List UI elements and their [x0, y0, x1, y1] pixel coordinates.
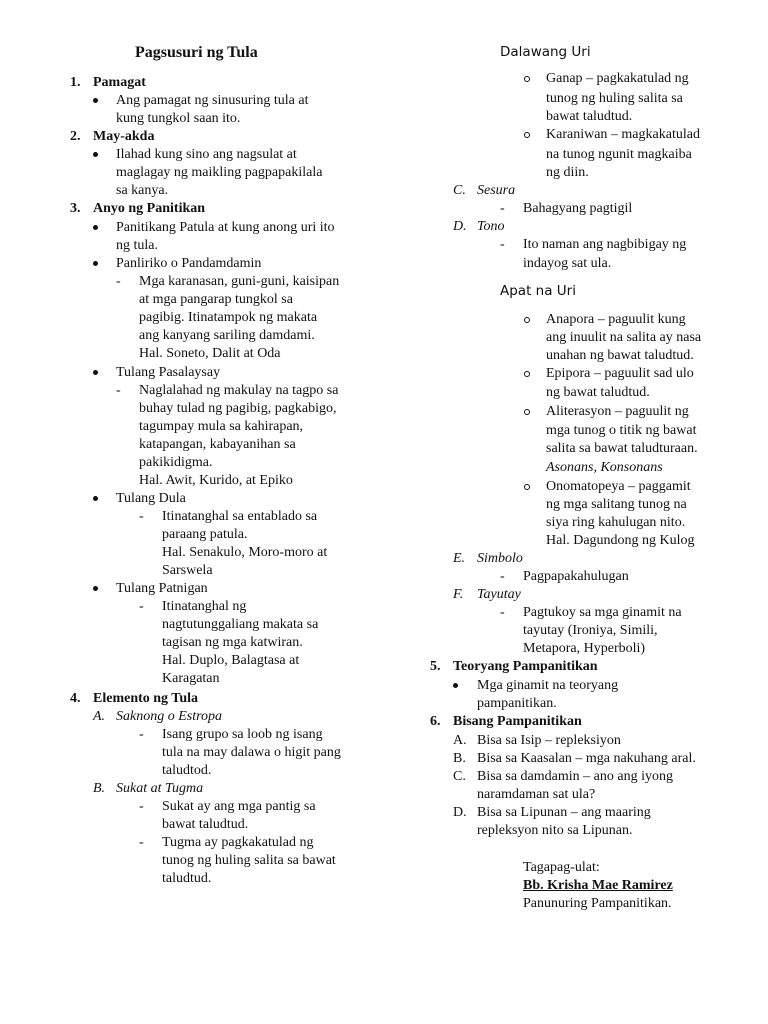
text-line: tunog ng huling salita sa bawat: [162, 853, 336, 868]
text-line: Ito naman ang nagbibigay ng: [523, 237, 687, 252]
text-line: na tunog ngunit magkaiba: [546, 147, 692, 162]
text-line: Hal. Senakulo, Moro-moro at: [162, 545, 328, 560]
circle-bullet-icon: [524, 371, 530, 377]
text-line: repleksyon nito sa Lipunan.: [477, 823, 633, 838]
text-line: Itinatanghal sa entablado sa: [162, 509, 318, 524]
text-line: ng bawat taludtud.: [546, 385, 650, 400]
text-line: Hal. Duplo, Balagtasa at: [162, 653, 300, 668]
text-line: Karaniwan – magkakatulad: [546, 127, 700, 142]
text-line: Bisa sa Kaasalan – mga nakuhang aral.: [477, 751, 696, 766]
bullet-icon: [93, 370, 98, 375]
text-line: Ganap – pagkakatulad ng: [546, 71, 689, 86]
text-line: pampanitikan.: [477, 696, 557, 711]
text-line: indayog sat ula.: [523, 256, 612, 271]
text-line: taludtod.: [162, 763, 212, 778]
text-line: bawat taludtud.: [546, 109, 633, 124]
text-line: tagisan ng mga katwiran.: [162, 635, 303, 650]
text-line: sa kanya.: [116, 183, 169, 198]
text-line: naramdaman sat ula?: [477, 787, 596, 802]
circle-bullet-icon: [524, 132, 530, 138]
text-line: Isang grupo sa loob ng isang: [162, 727, 323, 742]
sub-heading-sukat: Sukat at Tugma: [116, 781, 204, 796]
text-line: Tulang Patnigan: [116, 581, 208, 596]
text-line: bawat taludtud.: [162, 817, 249, 832]
text-line: Panliriko o Pandamdamin: [116, 256, 262, 271]
sub-heading-tono: Tono: [477, 219, 505, 234]
text-line: salita sa bawat taludturaan.: [546, 441, 698, 456]
text-line: Aliterasyon – paguulit ng: [546, 404, 689, 419]
circle-bullet-icon: [524, 409, 530, 415]
section-heading-anyo: Anyo ng Panitikan: [93, 201, 206, 216]
document-title: Pagsusuri ng Tula: [135, 44, 258, 61]
dash-marker: -: [139, 599, 144, 614]
text-line: Bahagyang pagtigil: [523, 201, 633, 216]
text-line: unahan ng bawat taludtud.: [546, 348, 694, 363]
dash-marker: -: [500, 201, 505, 216]
circle-bullet-icon: [524, 484, 530, 490]
reporter-role: Tagapag-ulat:: [523, 860, 600, 875]
text-line: maglagay ng maikling pagpapakilala: [116, 165, 323, 180]
sub-label: D.: [453, 219, 467, 234]
text-line: Anapora – paguulit kung: [546, 312, 686, 327]
text-line: Sarswela: [162, 563, 213, 578]
text-line: tagumpay mula sa kahirapan,: [139, 419, 304, 434]
section-heading-bisang: Bisang Pampanitikan: [453, 714, 582, 729]
section-heading-elemento: Elemento ng Tula: [93, 691, 199, 706]
sub-label: F.: [453, 587, 464, 602]
list-label: C.: [453, 769, 466, 784]
section-number: 5.: [430, 659, 441, 674]
apat-na-uri-label: Apat na Uri: [500, 283, 576, 299]
text-line: Naglalahad ng makulay na tagpo sa: [139, 383, 339, 398]
text-line: katapangan, kabayanihan sa: [139, 437, 296, 452]
course-name: Panunuring Pampanitikan.: [523, 896, 672, 911]
text-line: Tugma ay pagkakatulad ng: [162, 835, 314, 850]
bullet-icon: [93, 496, 98, 501]
text-line: Hal. Dagundong ng Kulog: [546, 533, 695, 548]
dash-marker: -: [500, 569, 505, 584]
section-heading-may-akda: May-akda: [93, 129, 155, 144]
text-line: Ilahad kung sino ang nagsulat at: [116, 147, 297, 162]
bullet-icon: [93, 152, 98, 157]
sub-heading-simbolo: Simbolo: [477, 551, 523, 566]
text-line: Pagpapakahulugan: [523, 569, 629, 584]
list-label: B.: [453, 751, 466, 766]
text-line: ng tula.: [116, 238, 158, 253]
text-line: taludtud.: [162, 871, 212, 886]
section-number: 6.: [430, 714, 441, 729]
text-line: nagtutunggaliang makata sa: [162, 617, 319, 632]
section-number: 2.: [70, 129, 81, 144]
text-line: Itinatanghal ng: [162, 599, 247, 614]
dash-marker: -: [500, 605, 505, 620]
text-line: tula na may dalawa o higit pang: [162, 745, 341, 760]
section-number: 3.: [70, 201, 81, 216]
text-line: Bisa sa Lipunan – ang maaring: [477, 805, 651, 820]
text-line: siya ring kahulugan nito.: [546, 515, 686, 530]
bullet-icon: [453, 683, 458, 688]
text-line: Mga karanasan, guni-guni, kaisipan: [139, 274, 340, 289]
bullet-icon: [93, 98, 98, 103]
section-heading-pamagat: Pamagat: [93, 75, 146, 90]
text-line: Bisa sa Isip – repleksiyon: [477, 733, 621, 748]
sub-heading-tayutay: Tayutay: [477, 587, 521, 602]
dash-marker: -: [139, 727, 144, 742]
text-line: Tulang Pasalaysay: [116, 365, 221, 380]
text-line: buhay tulad ng pagibig, pagkabigo,: [139, 401, 337, 416]
list-label: A.: [453, 733, 467, 748]
sub-label: B.: [93, 781, 106, 796]
text-line: at mga pangarap tungkol sa: [139, 292, 293, 307]
text-line: Bisa sa damdamin – ano ang iyong: [477, 769, 673, 784]
text-line: Hal. Awit, Kurido, at Epiko: [139, 473, 293, 488]
bullet-icon: [93, 225, 98, 230]
sub-label: E.: [453, 551, 466, 566]
dash-marker: -: [139, 509, 144, 524]
text-line: pakikidigma.: [139, 455, 213, 470]
text-line: Pagtukoy sa mga ginamit na: [523, 605, 682, 620]
text-line: tayutay (Ironiya, Simili,: [523, 623, 658, 638]
list-label: D.: [453, 805, 467, 820]
dalawang-uri-label: Dalawang Uri: [500, 44, 591, 60]
section-heading-teoryang: Teoryang Pampanitikan: [453, 659, 598, 674]
bullet-icon: [93, 261, 98, 266]
text-line: pagibig. Itinatampok ng makata: [139, 310, 318, 325]
dash-marker: -: [139, 835, 144, 850]
sub-heading-saknong: Saknong o Estropa: [116, 709, 223, 724]
circle-bullet-icon: [524, 76, 530, 82]
dash-marker: -: [139, 799, 144, 814]
dash-marker: -: [500, 237, 505, 252]
text-line: Sukat ay ang mga pantig sa: [162, 799, 316, 814]
text-line: Onomatopeya – paggamit: [546, 479, 691, 494]
text-line: mga tunog o titik ng bawat: [546, 423, 697, 438]
text-line: ng mga salitang tunog na: [546, 497, 687, 512]
section-number: 1.: [70, 75, 81, 90]
sub-heading-sesura: Sesura: [477, 183, 516, 198]
text-line: Epipora – paguulit sad ulo: [546, 366, 694, 381]
text-line: ang inuulit na salita ay nasa: [546, 330, 702, 345]
text-line: Panitikang Patula at kung anong uri ito: [116, 220, 335, 235]
dash-marker: -: [116, 383, 121, 398]
sub-label: C.: [453, 183, 466, 198]
text-line: Mga ginamit na teoryang: [477, 678, 619, 693]
dash-marker: -: [116, 274, 121, 289]
section-number: 4.: [70, 691, 81, 706]
text-line: Hal. Soneto, Dalit at Oda: [139, 346, 281, 361]
text-line: paraang patula.: [162, 527, 248, 542]
text-line: Asonans, Konsonans: [546, 460, 663, 475]
circle-bullet-icon: [524, 317, 530, 323]
text-line: tunog ng huling salita sa: [546, 91, 683, 106]
text-line: Ang pamagat ng sinusuring tula at: [116, 93, 309, 108]
text-line: Tulang Dula: [116, 491, 186, 506]
reporter-name: Bb. Krisha Mae Ramirez: [523, 878, 673, 893]
text-line: Metapora, Hyperboli): [523, 641, 646, 656]
text-line: kung tungkol saan ito.: [116, 111, 241, 126]
text-line: ng diin.: [546, 165, 589, 180]
bullet-icon: [93, 586, 98, 591]
sub-label: A.: [93, 709, 106, 724]
text-line: ang kanyang sariling damdami.: [139, 328, 315, 343]
text-line: Karagatan: [162, 671, 220, 686]
